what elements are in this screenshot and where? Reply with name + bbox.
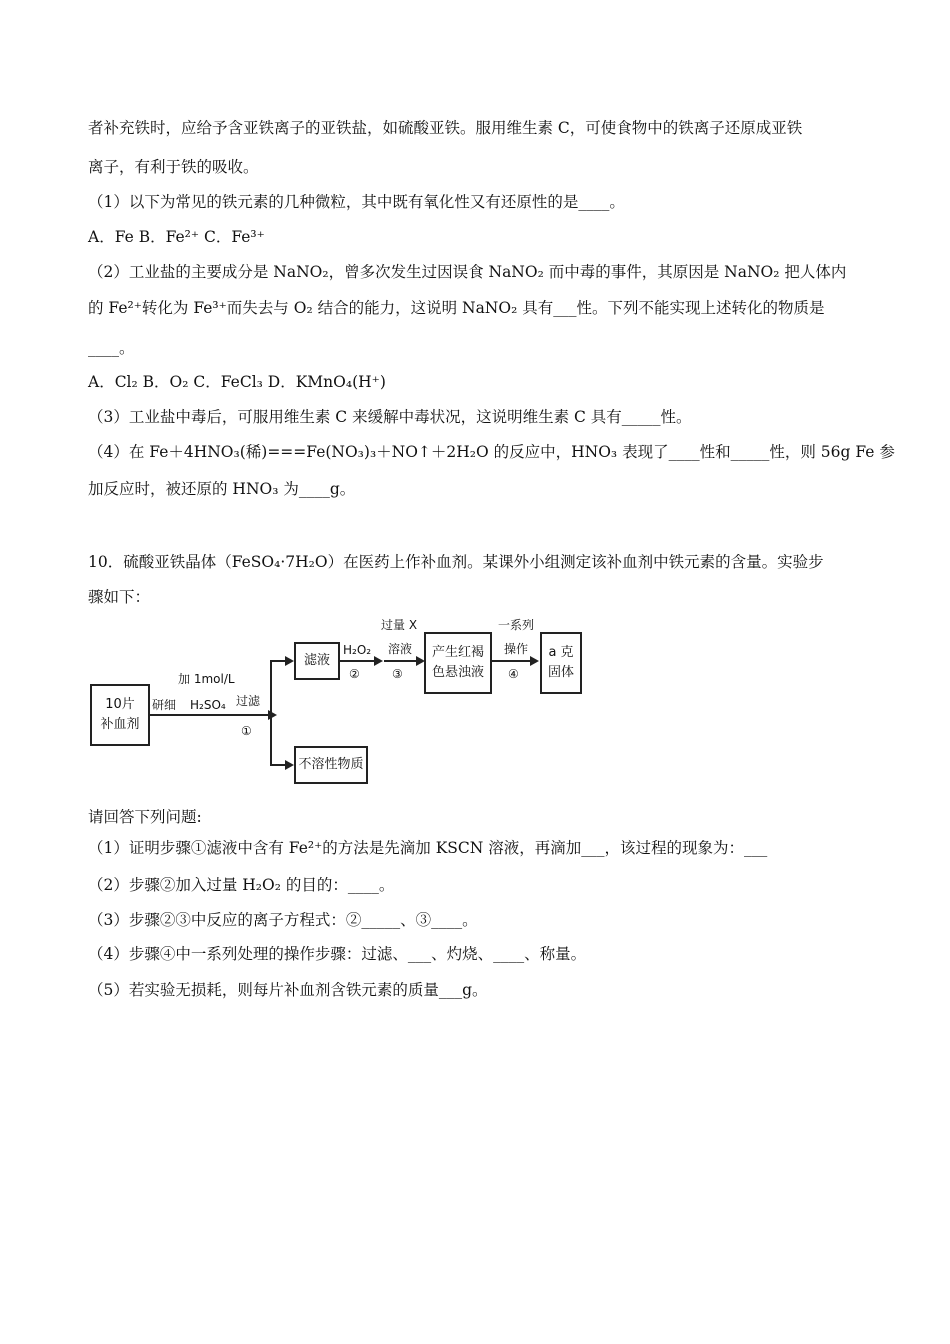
arrow-line-4	[492, 660, 532, 662]
q10-answer-5: （5）若实验无损耗，则每片补血剂含铁元素的质量___g。	[88, 981, 488, 999]
start-box-line2: 补血剂	[100, 717, 140, 732]
product-line2: 色悬浊液	[431, 665, 484, 680]
branch-vertical	[270, 660, 272, 764]
q9-part2-line2: 的 Fe²⁺转化为 Fe³⁺而失去与 O₂ 结合的能力，这说明 NaNO₂ 具有___性。下列不能实现上述转化的物质是	[88, 299, 825, 317]
q10-stem-line2: 骤如下：	[88, 588, 151, 606]
q9-part2-options: A．Cl₂ B．O₂ C．FeCl₃ D．KMnO₄(H⁺)	[88, 373, 386, 391]
insoluble-text: 不溶性物质	[298, 757, 364, 772]
excess-x-label-2: 溶液	[388, 642, 413, 656]
q9-part2-line1: （2）工业盐的主要成分是 NaNO₂，曾多次发生过因误食 NaNO₂ 而中毒的事件，其原因是 NaNO₂ 把人体内	[88, 263, 847, 281]
flow-diagram	[86, 612, 586, 788]
h2o2-label: H₂O₂	[343, 643, 372, 657]
result-line1: a 克	[548, 645, 574, 660]
series-label-2: 操作	[504, 642, 529, 656]
q9-part1: （1）以下为常见的铁元素的几种微粒，其中既有氧化性又有还原性的是____。	[88, 193, 625, 211]
arrow-head-4	[530, 656, 539, 666]
q9-part2-line3: ____。	[88, 339, 135, 357]
step4-label: ④	[508, 667, 519, 681]
q10-stem-line1: 10．硫酸亚铁晶体（FeSO₄·7H₂O）在医药上作补血剂。某课外小组测定该补血剂中铁元素的含量。实验步	[88, 553, 824, 571]
q10-answer-2: （2）步骤②加入过量 H₂O₂ 的目的：____。	[88, 876, 395, 894]
product-box	[424, 632, 492, 694]
step1-label: ①	[241, 724, 252, 738]
filtrate-text: 滤液	[303, 653, 330, 668]
filter-label: 过滤	[236, 694, 261, 708]
filtrate-box	[294, 642, 340, 680]
arrow-line-1	[150, 714, 270, 716]
branch-bottom-head	[285, 760, 294, 770]
result-box	[540, 632, 582, 694]
start-box-line1: 10片	[105, 697, 135, 712]
intro-line-2: 离子，有利于铁的吸收。	[88, 158, 259, 176]
q10-prompt: 请回答下列问题:	[88, 808, 202, 826]
series-label-1: 一系列	[498, 618, 535, 632]
q10-answer-4: （4）步骤④中一系列处理的操作步骤：过滤、___、灼烧、____、称量。	[88, 945, 587, 963]
arrow-head-2	[374, 656, 383, 666]
result-line2: 固体	[547, 665, 574, 680]
arrow-line-2	[340, 660, 376, 662]
intro-line-1: 者补充铁时，应给予含亚铁离子的亚铁盐，如硫酸亚铁。服用维生素 C，可使食物中的铁离子还原成亚铁	[88, 119, 803, 137]
arrow-line-3	[384, 660, 418, 662]
product-line1: 产生红褐	[431, 645, 484, 660]
start-box	[90, 684, 150, 746]
step3-label: ③	[392, 667, 403, 681]
grind-label: 研细	[152, 698, 177, 712]
add-acid-label-2: H₂SO₄	[190, 698, 226, 712]
q10-answer-3: （3）步骤②③中反应的离子方程式：②_____、③____。	[88, 911, 478, 929]
branch-top-head	[285, 656, 294, 666]
excess-x-label-1: 过量 X	[381, 618, 418, 632]
q10-answer-1: （1）证明步骤①滤液中含有 Fe²⁺的方法是先滴加 KSCN 溶液，再滴加___，该过程的现象为：___	[88, 839, 768, 857]
add-acid-label-1: 加 1mol/L	[178, 672, 235, 686]
q9-part3: （3）工业盐中毒后，可服用维生素 C 来缓解中毒状况，这说明维生素 C 具有_____性。	[88, 408, 692, 426]
insoluble-box	[294, 746, 368, 784]
q9-part1-options: A．Fe B．Fe²⁺ C．Fe³⁺	[88, 228, 265, 246]
q9-part4-line1: （4）在 Fe＋4HNO₃(稀)===Fe(NO₃)₃＋NO↑＋2H₂O 的反应中，HNO₃ 表现了____性和_____性，则 56g Fe 参	[88, 443, 895, 461]
step2-label: ②	[349, 667, 360, 681]
q9-part4-line2: 加反应时，被还原的 HNO₃ 为____g。	[88, 480, 356, 498]
